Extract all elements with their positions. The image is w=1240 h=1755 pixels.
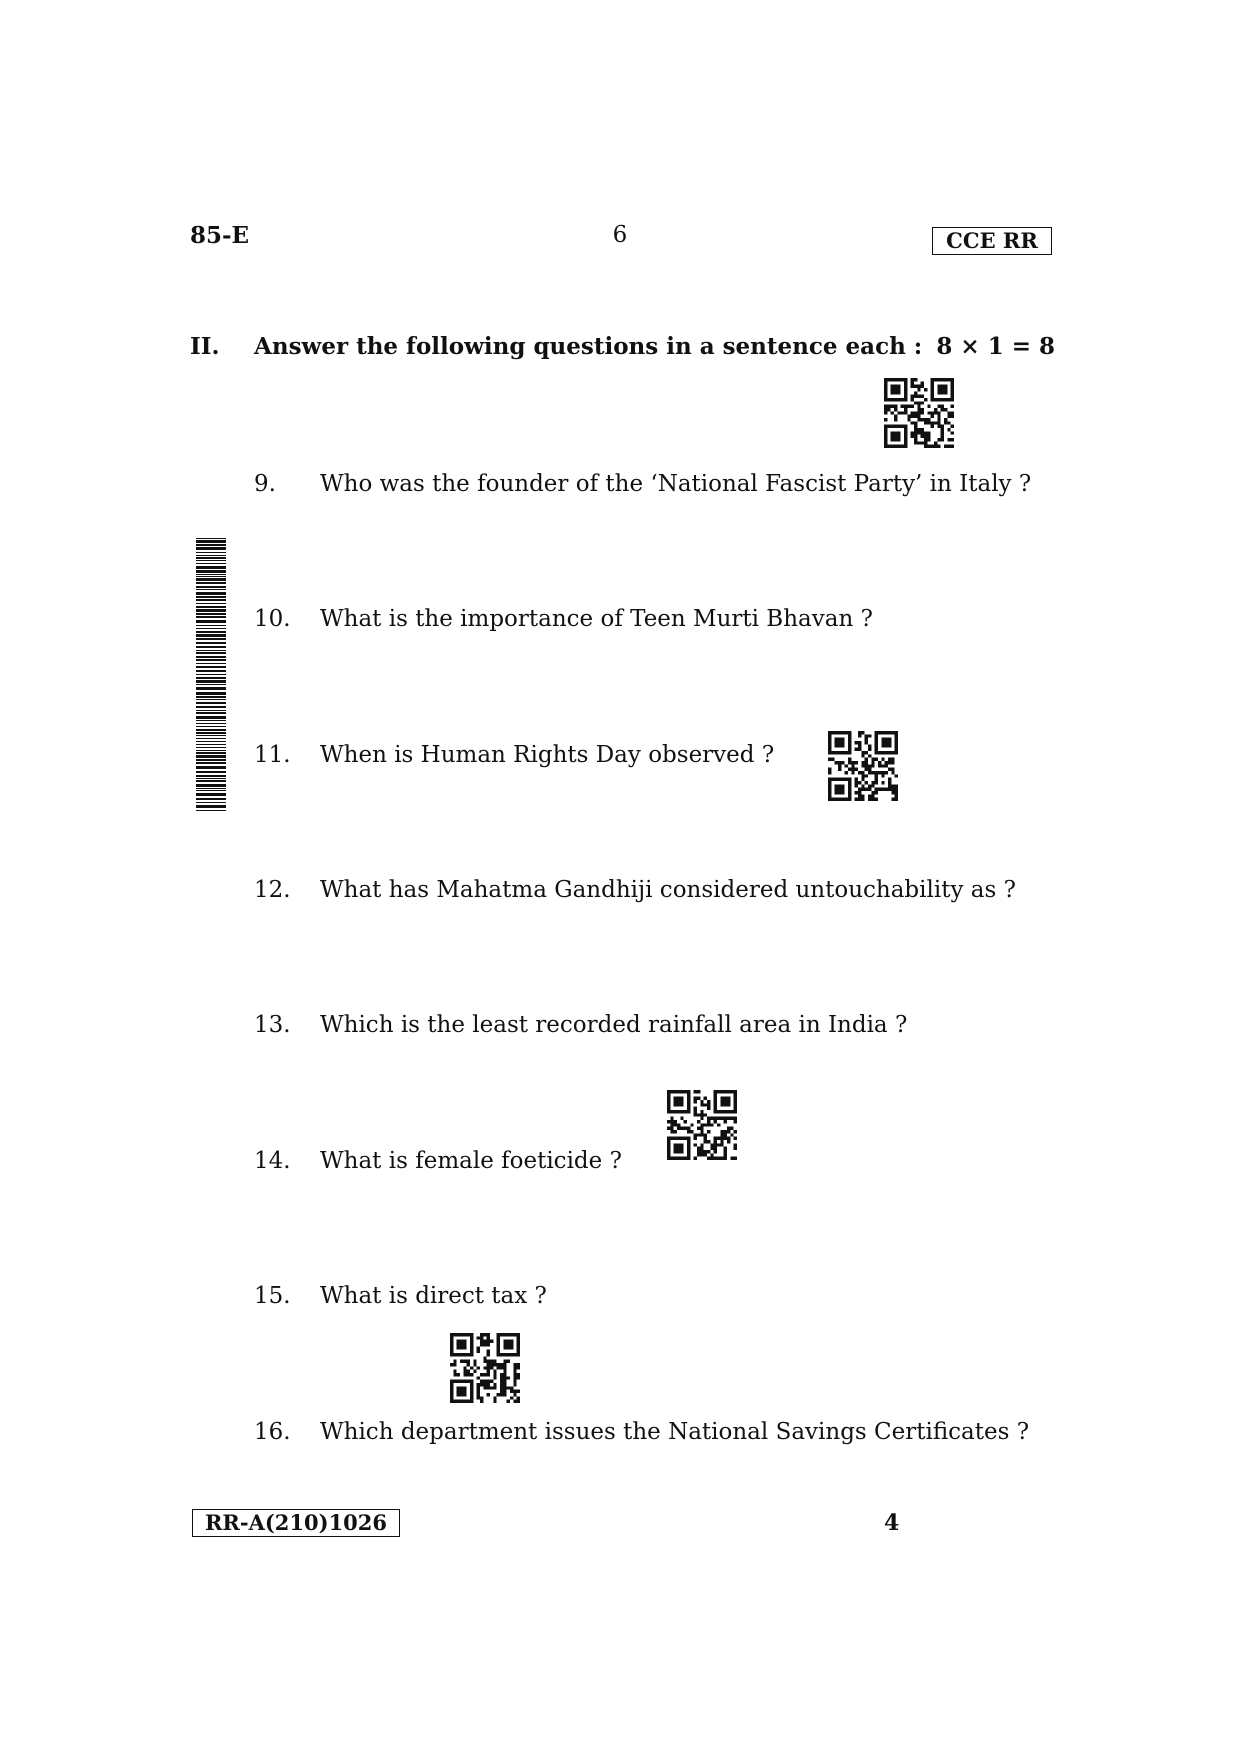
question-number: 13. [254,1012,291,1038]
question-number: 12. [254,877,291,903]
question-number: 9. [254,471,276,497]
footer-number: 4 [884,1510,900,1536]
section-title: Answer the following questions in a sentence each : [254,333,923,360]
question-text: When is Human Rights Day observed ? [320,742,775,768]
section-marks: 8 × 1 = 8 [936,333,1055,360]
question-paper-code-box: RR-A(210)1026 [192,1509,400,1537]
section-number: II. [190,333,220,360]
question-number: 14. [254,1148,291,1174]
question-number: 10. [254,606,291,632]
question-number: 16. [254,1419,291,1445]
qr-code-icon [884,378,954,448]
qr-code-icon [667,1090,737,1160]
paper-code: 85-E [190,222,250,249]
qr-code-icon [828,731,898,801]
qr-code-icon [450,1333,520,1403]
question-text: Which department issues the National Savings Certificates ? [320,1419,1030,1445]
barcode-icon [196,538,226,812]
question-number: 15. [254,1283,291,1309]
scheme-box: CCE RR [932,227,1052,255]
question-text: What is female foeticide ? [320,1148,622,1174]
question-text: Who was the founder of the ‘National Fascist Party’ in Italy ? [320,471,1032,497]
question-text: What is direct tax ? [320,1283,547,1309]
question-text: What is the importance of Teen Murti Bhavan ? [320,606,873,632]
question-text: What has Mahatma Gandhiji considered untouchability as ? [320,877,1016,903]
question-text: Which is the least recorded rainfall area in India ? [320,1012,908,1038]
page-number: 6 [612,222,628,248]
question-number: 11. [254,742,291,768]
